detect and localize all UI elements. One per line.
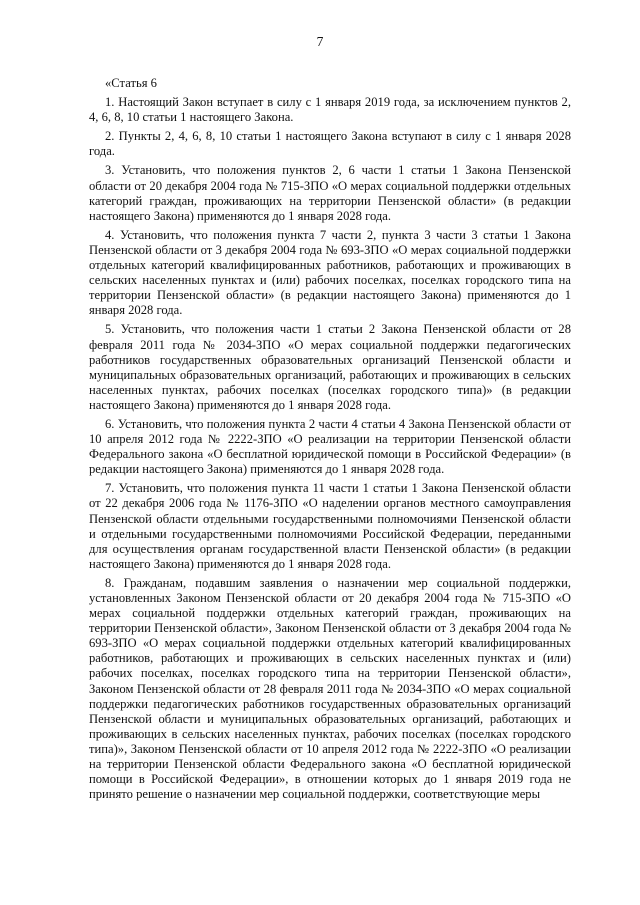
paragraph-5: 5. Установить, что положения части 1 статьи 2 Закона Пензенской области от 28 февраля 2011 года № 2034-ЗПО «О мерах социальной поддержки педагогических работников государственных образовательных организаций Пензенской области и муниципальных образовательных организаций, работающих и проживающих в сельских населенных пунктах, рабочих поселках (поселках городского типа)» (в редакции настоящего Закона) применяются до 1 января 2028 года.	[89, 322, 571, 412]
article-heading: «Статья 6	[105, 76, 157, 90]
paragraph-3: 3. Установить, что положения пунктов 2, 6 части 1 статьи 1 Закона Пензенской области от 20 декабря 2004 года № 715-ЗПО «О мерах социальной поддержки отдельных категорий граждан, проживающих на территории Пензенской области» (в редакции настоящего Закона) применяются до 1 января 2028 года.	[89, 163, 571, 223]
page-number: 7	[316, 34, 324, 49]
paragraph-7: 7. Установить, что положения пункта 11 части 1 статьи 1 Закона Пензенской области от 22 декабря 2006 года № 1176-ЗПО «О наделении органов местного самоуправления Пензенской области отдельными государственными полномочиями Пензенской области и отдельными государственными полномочиями Российской Федерации, переданными для осуществления органам государственной власти Пензенской области» (в редакции настоящего Закона) применяются до 1 января 2028 года.	[89, 481, 571, 571]
document-body	[89, 76, 571, 806]
paragraph-2: 2. Пункты 2, 4, 6, 8, 10 статьи 1 настоящего Закона вступают в силу с 1 января 2028 года.	[89, 129, 571, 159]
paragraph-6: 6. Установить, что положения пункта 2 части 4 статьи 4 Закона Пензенской области от 10 апреля 2012 года № 2222-ЗПО «О реализации на территории Пензенской области Федерального закона «О бесплатной юридической помощи в Российской Федерации» (в редакции настоящего Закона) применяются до 1 января 2028 года.	[89, 416, 571, 477]
paragraph-8: 8. Гражданам, подавшим заявления о назначении мер социальной поддержки, установленных Законом Пензенской области от 20 декабря 2004 года № 715-ЗПО «О мерах социальной поддержки отдельных категорий граждан, проживающих на территории Пензенской области», Законом Пензенской области от 3 декабря 2004 года № 693-ЗПО «О мерах социальной поддержки отдельных категорий квалифицированных работников, работающих и проживающих в сельских населенных пунктах и (или) рабочих поселках, поселках городского типа на территории Пензенской области», Законом Пензенской области от 28 февраля 2011 года № 2034-ЗПО «О мерах социальной поддержки педагогических работников государственных образовательных организаций Пензенской области и муниципальных образовательных организаций, работающих и проживающих в сельских населенных пунктах, рабочих поселках (поселках городского типа)», Законом Пензенской области от 10 апреля 2012 года № 2222-ЗПО «О реализации на территории Пензенской области Федерального закона «О бесплатной юридической помощи в Российской Федерации», в отношении которых до 1 января 2019 года не принято решение о назначении мер социальной поддержки, соответствующие меры	[89, 575, 571, 802]
paragraph-4: 4. Установить, что положения пункта 7 части 2, пункта 3 части 3 статьи 1 Закона Пензенской области от 3 декабря 2004 года № 693-ЗПО «О мерах социальной поддержки отдельных категорий квалифицированных работников, работающих и проживающих в сельских населенных пунктах и (или) рабочих поселках, поселках городского типа на территории Пензенской области» (в редакции настоящего Закона) применяются до 1 января 2028 года.	[89, 227, 571, 318]
paragraph-1: 1. Настоящий Закон вступает в силу с 1 января 2019 года, за исключением пунктов 2, 4, 6, 8, 10 статьи 1 настоящего Закона.	[89, 95, 571, 125]
